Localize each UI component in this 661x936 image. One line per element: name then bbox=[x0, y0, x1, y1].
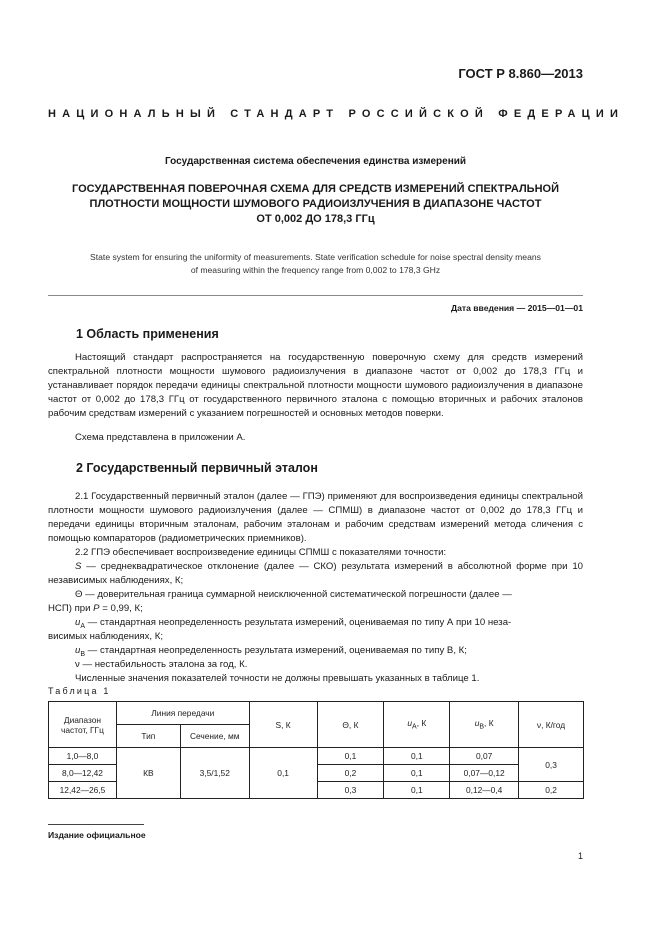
indicator-nu bbox=[48, 658, 583, 672]
system-title: Государственная система обеспечения единства измерений bbox=[164, 156, 467, 167]
symbol-s: S bbox=[75, 561, 82, 572]
date-of-introduction: Дата введения — 2015—01—01 bbox=[450, 303, 583, 313]
closing-sentence bbox=[48, 672, 583, 686]
header-s: S, К bbox=[249, 702, 317, 748]
indicator-theta-text-2: НСП) при bbox=[48, 603, 94, 614]
page-number: 1 bbox=[577, 851, 583, 861]
symbol-p: P bbox=[93, 603, 100, 614]
title-line: ОТ 0,002 ДО 178,3 ГГц bbox=[256, 213, 375, 225]
symbol-nu: ν bbox=[75, 659, 80, 670]
indicator-ua-text: — стандартная неопределенность результата измерений, оцениваемая по типу А при 10 неза- bbox=[85, 617, 512, 628]
english-title-line: of measuring within the frequency range from 0,002 to 178,3 GHz bbox=[190, 265, 441, 275]
section-2-heading: 2 Государственный первичный эталон bbox=[76, 461, 318, 475]
table-row: 12,42—26,5 0,3 0,1 0,12—0,4 0,2 bbox=[49, 782, 584, 799]
document-title bbox=[48, 182, 583, 227]
cell-s: 0,1 bbox=[249, 748, 317, 799]
header-section: Сечение, мм bbox=[180, 725, 249, 748]
title-line: ГОСУДАРСТВЕННАЯ ПОВЕРОЧНАЯ СХЕМА ДЛЯ СРЕДСТВ ИЗМЕРЕНИЙ СПЕКТРАЛЬНОЙ bbox=[72, 183, 559, 195]
indicator-theta-text-3: = 0,99, К; bbox=[99, 603, 143, 614]
indicator-s bbox=[48, 560, 583, 588]
clause-2-1-text: 2.1 Государственный первичный эталон (далее — ГПЭ) применяют для воспроизведения единицы спектральной плотности мощности шумового радиоизлучения (далее — СПМШ) в диапазоне частот от 0,002 до 178,3 ГГц и передачи единицы вторичным эталонам, рабочим эталонам и рабочим средствам измерений метода сличения с помощью компараторов (радиометрических приемников). bbox=[48, 491, 583, 544]
english-title bbox=[48, 251, 583, 277]
title-line: ПЛОТНОСТИ МОЩНОСТИ ШУМОВОГО РАДИОИЗЛУЧЕНИЯ В ДИАПАЗОНЕ ЧАСТОТ bbox=[89, 198, 542, 210]
indicator-s-text: — среднеквадратическое отклонение (далее — СКО) результата измерений в абсолютной форме при 10 независимых наблюдениях, К; bbox=[48, 561, 583, 586]
clause-2-1 bbox=[48, 490, 583, 546]
header-type: Тип bbox=[116, 725, 180, 748]
header-ub: $u_B$, К bbox=[450, 702, 519, 748]
clause-2-2 bbox=[48, 546, 583, 560]
english-title-line: State system for ensuring the uniformity of measurements. State verification schedule for noise spectral density means bbox=[90, 252, 541, 262]
table-caption: Таблица 1 bbox=[48, 686, 111, 696]
official-edition: Издание официальное bbox=[48, 830, 146, 840]
table-row: 8,0—12,42 0,2 0,1 0,07—0,12 bbox=[49, 765, 584, 782]
section-1-paragraph bbox=[48, 351, 583, 421]
header-line: Линия передачи bbox=[116, 702, 249, 725]
document-code: ГОСТ Р 8.860—2013 bbox=[458, 66, 583, 81]
accuracy-table bbox=[48, 701, 584, 799]
indicator-nu-text: — нестабильность эталона за год, К. bbox=[79, 659, 248, 670]
indicator-ub-text: — стандартная неопределенность результата измерений, оцениваемая по типу В, К; bbox=[85, 645, 467, 656]
indicator-theta-text: — доверительная граница суммарной неисключенной систематической погрешности (далее — bbox=[82, 589, 512, 600]
clause-2-2-text: 2.2 ГПЭ обеспечивает воспроизведение единицы СПМШ с показателями точности: bbox=[75, 547, 447, 558]
subscript-b: B bbox=[80, 650, 86, 658]
table-row: 1,0—8,0 КВ 3,5/1,52 0,1 0,1 0,1 0,07 0,3 bbox=[49, 748, 584, 765]
cell-nu-shared: 0,3 bbox=[519, 748, 584, 782]
header-theta: Θ, К bbox=[317, 702, 384, 748]
section-1-heading: 1 Область применения bbox=[76, 327, 219, 341]
subscript-a: A bbox=[80, 622, 86, 630]
header-range: Диапазон частот, ГГц bbox=[49, 702, 117, 748]
symbol-u: u bbox=[75, 645, 81, 656]
header-nu: ν, К/год bbox=[519, 702, 584, 748]
national-standard-banner: НАЦИОНАЛЬНЫЙ СТАНДАРТ РОССИЙСКОЙ ФЕДЕРАЦИИ bbox=[48, 108, 625, 120]
indicator-ua-cont: висимых наблюдениях, К; bbox=[48, 631, 164, 642]
indicator-theta-cont bbox=[48, 602, 583, 616]
closing-text: Численные значения показателей точности не должны превышать указанных в таблице 1. bbox=[75, 673, 480, 684]
section-1-text: Настоящий стандарт распространяется на государственную поверочную схему для средств измерений спектральной плотности мощности шумового радиоизлучения в диапазоне частот от 0,002 до 178,3 ГГц и устанавливает порядок передачи единицы спектральной плотности мощности шумового радиоизлучения в диапазоне частот от 0,002 до 178,3 ГГц от государственного первичного эталона с помощью вторичных и рабочих эталонов рабочим средствам измерений с указанием погрешностей и основных методов поверки. bbox=[48, 352, 583, 419]
cell-section: 3,5/1,52 bbox=[180, 748, 249, 799]
cell-type: КВ bbox=[116, 748, 180, 799]
scheme-note bbox=[48, 431, 583, 445]
footer-divider bbox=[48, 824, 144, 825]
indicator-theta bbox=[48, 588, 583, 602]
symbol-u: u bbox=[75, 617, 81, 628]
header-divider bbox=[48, 295, 583, 296]
header-ua: $u_A$, К bbox=[384, 702, 450, 748]
scheme-note-text: Схема представлена в приложении А. bbox=[75, 432, 246, 443]
symbol-theta: Θ bbox=[75, 589, 83, 600]
